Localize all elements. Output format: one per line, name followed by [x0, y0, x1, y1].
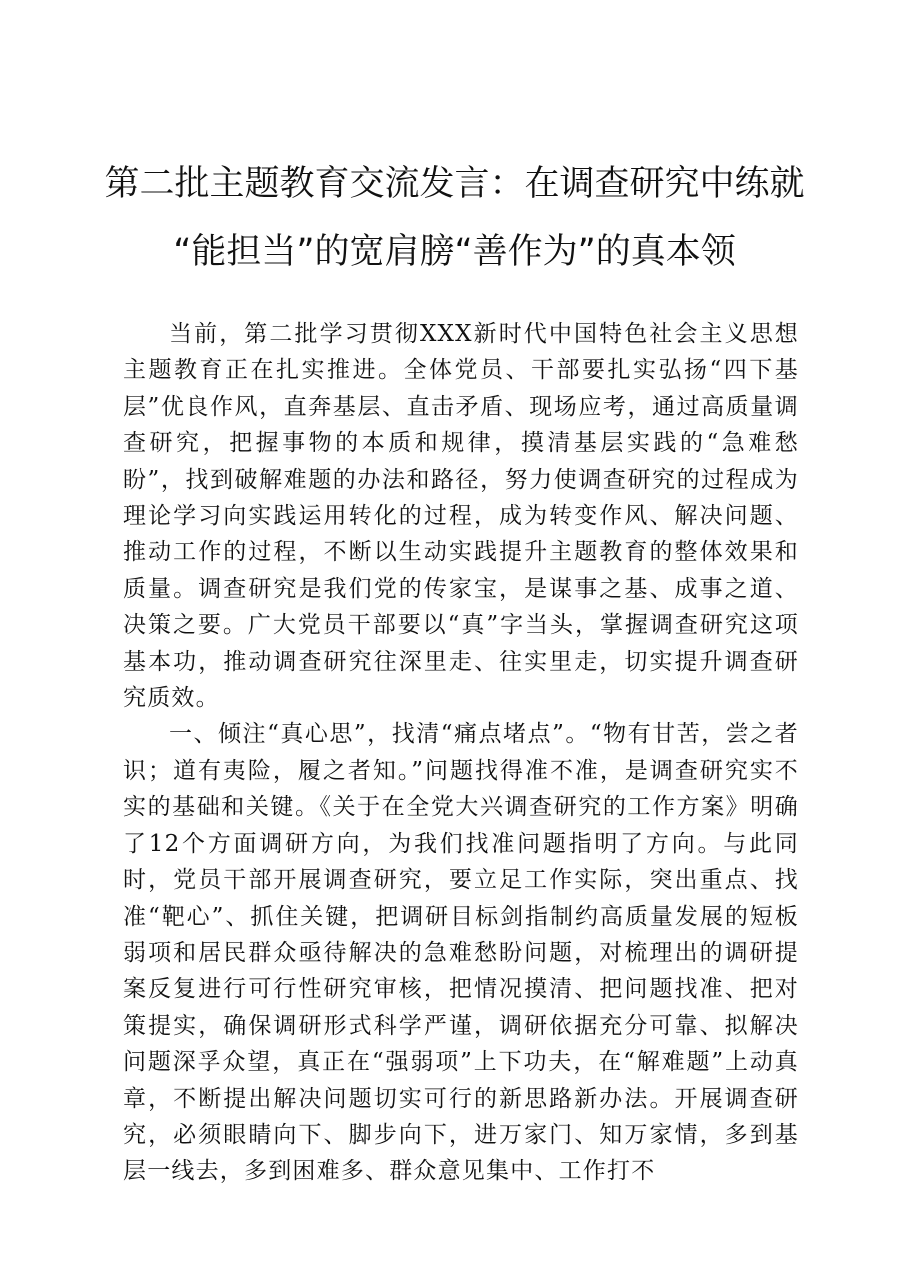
document-body	[123, 316, 799, 1190]
body-paragraph-section-1: 一、倾注“真心思”，找清“痛点堵点”。“物有甘苦，尝之者识；道有夷险，履之者知。”问题找得准不准，是调查研究实不实的基础和关键。《关于在全党大兴调查研究的工作方案》明确了12个方面调研方向，为我们找准问题指明了方向。与此同时，党员干部开展调查研究，要立足工作实际，突出重点、找准“靶心”、抓住关键，把调研目标剑指制约高质量发展的短板弱项和居民群众亟待解决的急难愁盼问题，对梳理出的调研提案反复进行可行性研究审核，把情况摸清、把问题找准、把对策提实，确保调研形式科学严谨，调研依据充分可靠、拟解决问题深孚众望，真正在“强弱项”上下功夫，在“解难题”上动真章，不断提出解决问题切实可行的新思路新办法。开展调查研究，必须眼睛向下、脚步向下，进万家门、知万家情，多到基层一线去，多到困难多、群众意见集中、工作打不	[123, 721, 799, 1185]
body-paragraph-intro: 当前，第二批学习贯彻XXX新时代中国特色社会主义思想主题教育正在扎实推进。全体党员、干部要扎实弘扬“四下基层”优良作风，直奔基层、直击矛盾、现场应考，通过高质量调查研究，把握事物的本质和规律，摸清基层实践的“急难愁盼”，找到破解难题的办法和路径，努力使调查研究的过程成为理论学习向实践运用转化的过程，成为转变作风、解决问题、推动工作的过程，不断以生动实践提升主题教育的整体效果和质量。调查研究是我们党的传家宝，是谋事之基、成事之道、决策之要。广大党员干部要以“真”字当头，掌握调查研究这项基本功，推动调查研究往深里走、往实里走，切实提升调查研究质效。	[123, 321, 799, 712]
document-title-line-2: “能担当”的宽肩膀“善作为”的真本领	[173, 232, 736, 272]
document-title-line-1: 第二批主题教育交流发言：在调查研究中练就	[104, 164, 805, 204]
